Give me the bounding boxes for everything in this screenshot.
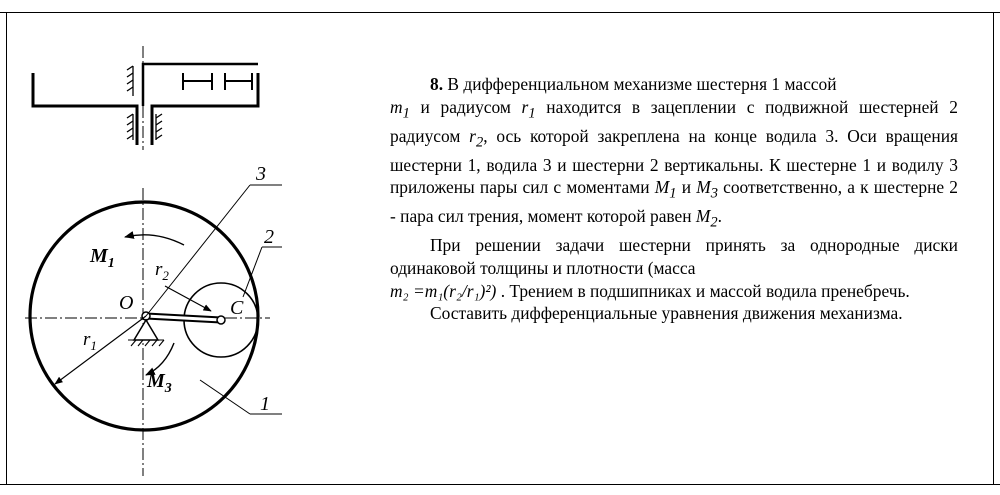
label-gear-2: 2 <box>264 226 274 248</box>
r1-arrow <box>55 316 146 384</box>
symbol-M1: $M_1$ <box>654 177 677 202</box>
problem-number: 8. <box>430 74 444 94</box>
problem-paragraph-1: 8. В дифференциальном механизме шестерня 1 массой $m_1$ и радиусом $r_1$ находится в зацеплении с подвижной шестерней 2 радиусом $r_2$, ось которой закреплена на конце водила 3. Оси вращения шестерни 1, водила 3 и шестерни 2 вертикальны. К шестерне 1 и водилу 3 приложены пары сил с моментами $M_1$ и $M_3$ соответственно, а к шестерне 2 - пара сил трения, момент которой равен $M_2$. <box>390 74 959 231</box>
symbol-m1: $m_1$ <box>390 96 410 122</box>
m1-moment-arrow <box>125 235 184 245</box>
gear2-side-profile <box>152 73 258 145</box>
label-gear-1: 1 <box>260 393 270 415</box>
problem-paragraph-3: Составить дифференциальные уравнения движения механизма. <box>430 303 903 324</box>
bearing-lower <box>127 114 162 140</box>
label-point-o: O <box>119 292 134 314</box>
side-view <box>33 46 258 150</box>
mechanism-figure <box>0 0 385 484</box>
support-hatching <box>128 340 164 346</box>
frame-bottom-line <box>0 484 1000 485</box>
label-m3: $M_3$ <box>147 370 172 396</box>
mass-formula: m₂ =m₁(r₂/r₁)²) <box>390 280 497 301</box>
frame-right-line <box>993 12 994 484</box>
symbol-M3: $M_3$ <box>696 177 718 202</box>
label-r1: $r_1$ <box>83 329 97 353</box>
label-point-c: C <box>230 297 244 319</box>
symbol-M2: $M_2$ <box>695 206 718 231</box>
symbol-r1: $r_1$ <box>521 96 536 122</box>
carrier-side-profile <box>143 64 258 106</box>
label-carrier-3: 3 <box>256 163 266 185</box>
symbol-r2: $r_2$ <box>469 125 484 151</box>
label-r2: $r_2$ <box>155 259 169 283</box>
gear2-leader-diagonal <box>243 247 262 297</box>
gear1-side-profile <box>33 73 137 145</box>
label-m1: $M_1$ <box>90 245 115 271</box>
problem-paragraph-2: При решении задачи шестерни принять за однородные диски одинаковой толщины и плотности (масса m₂ =m₁(r₂/r₁)²) . Трением в подшипниках и массой водила пренебречь. <box>390 235 958 301</box>
joint-c <box>217 316 225 324</box>
problem-text <box>390 73 958 325</box>
bearing-upper <box>127 66 133 96</box>
r2-arrow <box>165 286 211 311</box>
plan-view <box>25 185 282 476</box>
